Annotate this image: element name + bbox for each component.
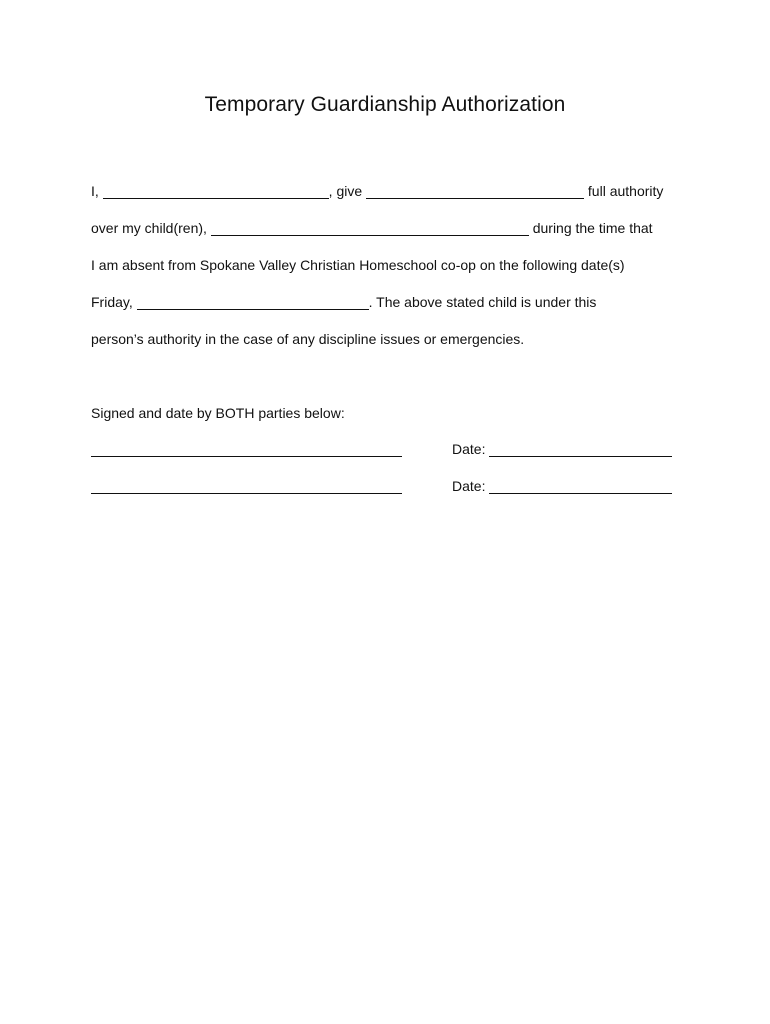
text-during-the-time: during the time that — [532, 220, 653, 236]
document-title: Temporary Guardianship Authorization — [204, 93, 566, 116]
paragraph-line-1 — [91, 183, 663, 199]
text-over-my-children: over my child(ren), — [91, 220, 207, 236]
text-i: I, — [91, 183, 99, 199]
children-names-blank[interactable] — [211, 221, 529, 236]
date-blank-1[interactable] — [489, 442, 672, 457]
text-give: , give — [328, 183, 363, 199]
signature-instruction: Signed and date by BOTH parties below: — [91, 405, 345, 421]
paragraph-line-5: person’s authority in the case of any discipline issues or emergencies. — [91, 331, 525, 347]
paragraph-line-4 — [91, 294, 596, 310]
paragraph-line-2 — [91, 220, 653, 236]
parent-name-blank[interactable] — [103, 184, 329, 199]
date-label: Date: — [452, 478, 486, 494]
guardian-name-blank[interactable] — [366, 184, 584, 199]
text-full-authority: full authority — [587, 183, 664, 199]
date-label: Date: — [452, 441, 486, 457]
date-field-1 — [452, 441, 672, 457]
signature-line-2[interactable] — [91, 493, 402, 494]
paragraph-line-3: I am absent from Spokane Valley Christian Homeschool co-op on the following date(s) — [91, 257, 625, 273]
date-field-2 — [452, 478, 672, 494]
text-friday: Friday, — [91, 294, 133, 310]
dates-blank[interactable] — [137, 295, 369, 310]
date-blank-2[interactable] — [489, 479, 672, 494]
text-above-stated: . The above stated child is under this — [368, 294, 597, 310]
signature-line-1[interactable] — [91, 456, 402, 457]
